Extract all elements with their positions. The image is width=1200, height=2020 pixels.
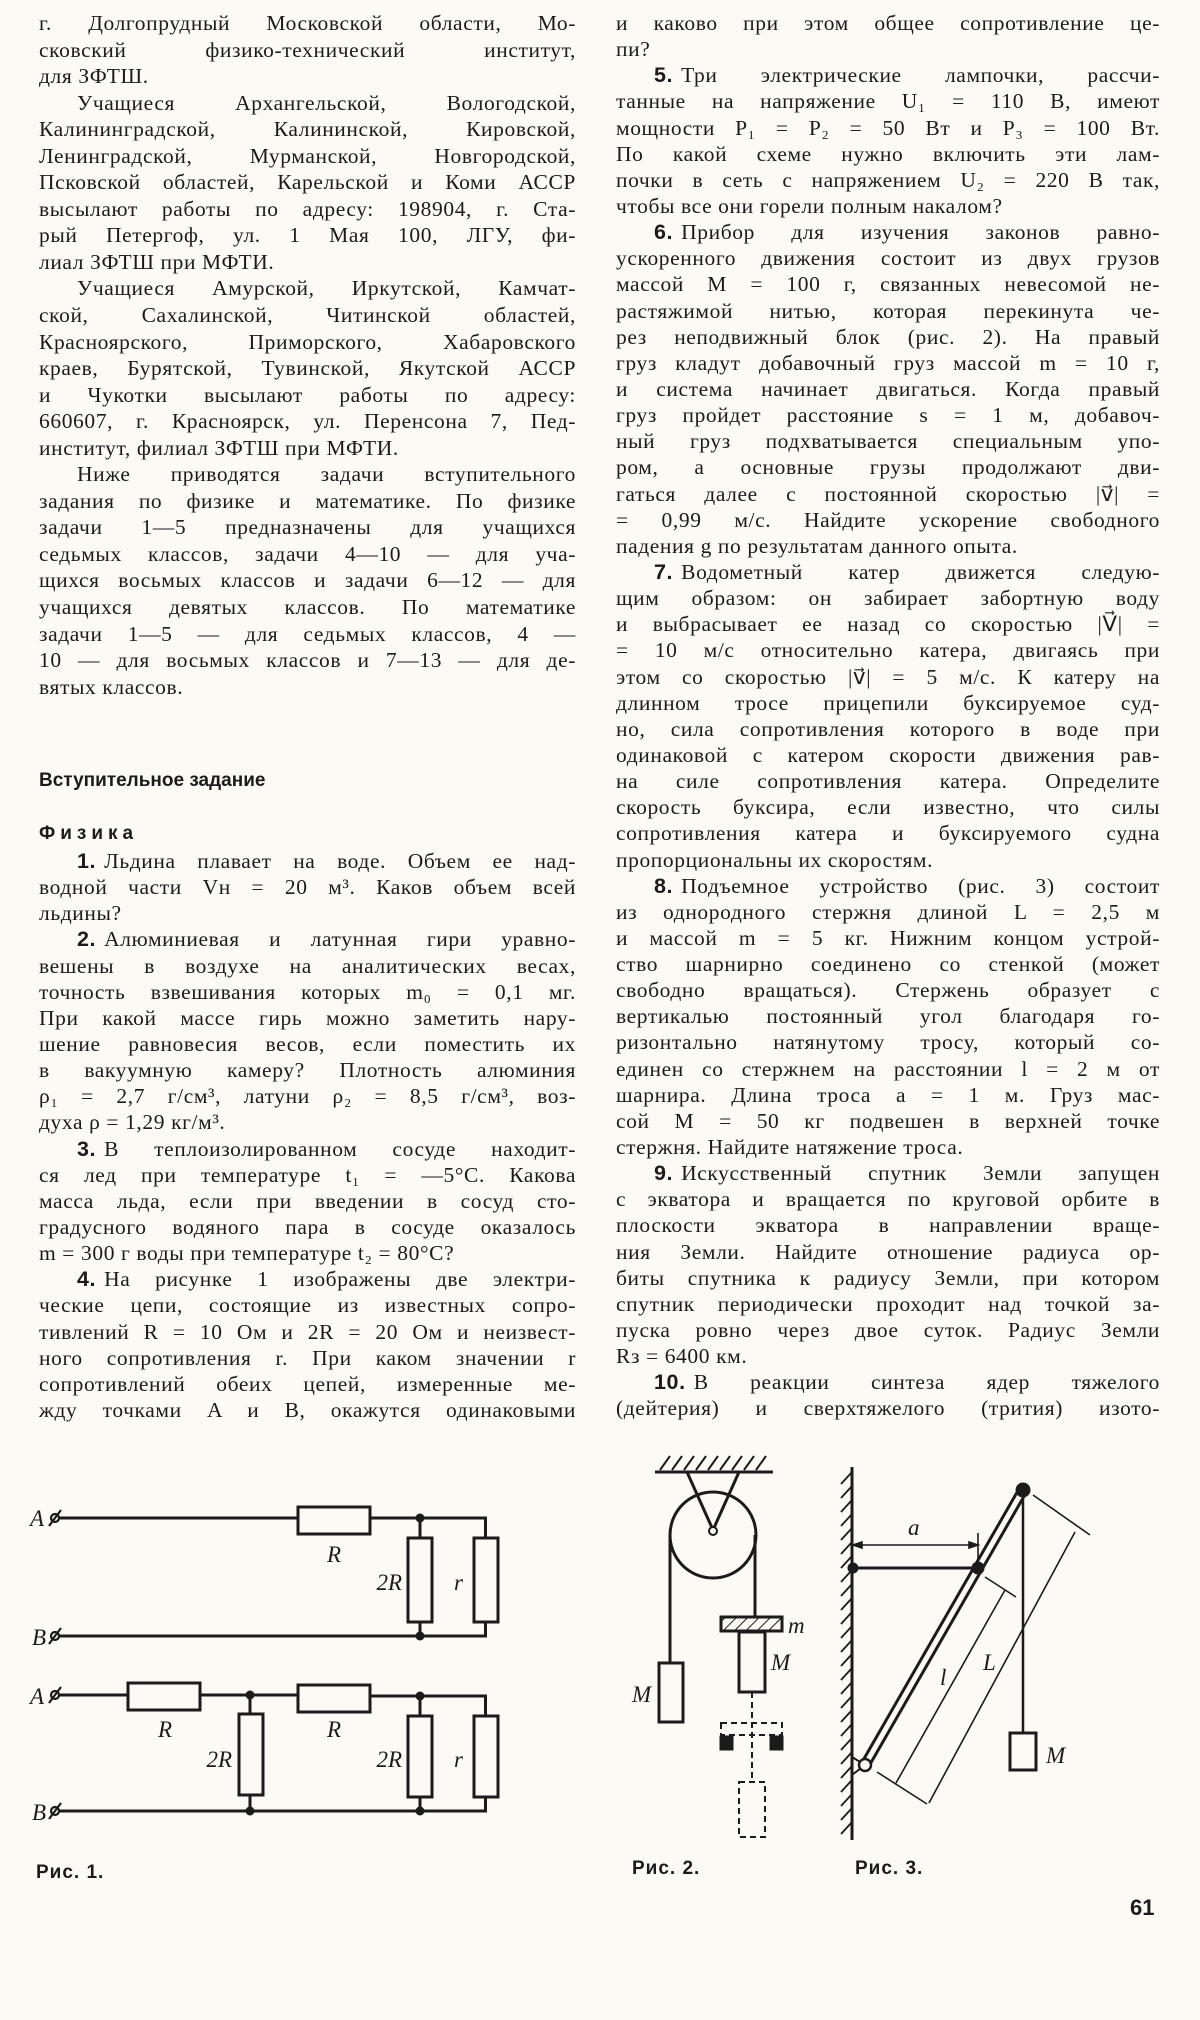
line-text: ром, а основные грузы продолжают дви- [616, 455, 1160, 480]
line-text: единен со стержнем на расстоянии l = 2 м от [616, 1056, 1160, 1081]
line-text: сковский физико-технический институт, [39, 37, 576, 62]
line-text: масса льда, если при введении в сосуд сто- [39, 1188, 576, 1213]
mass-small-label: m [788, 1613, 805, 1638]
line-text: задачи 1—5 предназначены для учащихся [39, 515, 576, 540]
terminal-b-label: B [32, 1625, 47, 1650]
line-text: и Чукотки высылают работы по адресу: [39, 382, 576, 407]
r-label: R [158, 1717, 173, 1742]
line-text: Подъемное устройство (рис. 3) состоит [681, 873, 1160, 898]
problem-number: 10. [654, 1370, 686, 1395]
subject-heading: Физика [39, 823, 139, 844]
resistor-2r [408, 1538, 432, 1622]
line-text: ного сопротивления r. При каком значении r [39, 1345, 576, 1370]
line-text: пропорциональны их скоростям. [616, 847, 934, 872]
line-text: (дейтерия) и сверхтяжелого (трития) изото- [616, 1396, 1160, 1421]
line-text: ческие цепи, состоящие из известных сопро- [39, 1293, 576, 1318]
line-text: градусного водяного пара в сосуде оказалось [39, 1214, 576, 1239]
figure-3-caption: Рис. 3. [855, 1858, 924, 1879]
line-text: точность взвешивания которых m₀ = 0,1 мг. [39, 979, 576, 1004]
2r-label: 2R [206, 1747, 232, 1772]
line-text: Rз = 6400 км. [616, 1344, 748, 1369]
line-text: льдины? [39, 901, 122, 926]
problem-number: 6. [654, 220, 674, 245]
line-text: лиал ЗФТШ при МФТИ. [39, 249, 275, 274]
figure-1-circuits [49, 1507, 498, 1819]
line-text: скорость буксира, если известно, что силы [616, 795, 1160, 820]
line-text: гаться далее с постоянной скоростью |v⃗| = [616, 481, 1160, 506]
figure-2-pulley [655, 1456, 782, 1837]
line-text: Ленинградской, Мурманской, Новгородской, [39, 143, 576, 168]
resistor-r1 [128, 1683, 200, 1710]
line-text: стержня. Найдите натяжение троса. [616, 1135, 964, 1160]
line-text: = 10 м/с относительно катера, двигаясь при [616, 638, 1160, 663]
a-label: a [908, 1515, 920, 1540]
line-text: шение равновесия весов, если поместить их [39, 1031, 576, 1056]
line-text: щим образом: он забирает забортную воду [616, 586, 1160, 611]
line-text: учащихся девятых классов. По математике [39, 595, 576, 620]
line-text: одинаковой с катером скорости движения рав- [616, 742, 1160, 767]
mass-big-label: M [632, 1682, 652, 1707]
line-text: и система начинает двигаться. Когда правый [616, 376, 1160, 401]
line-text: 10 — для восьмых классов и 7—13 — для де- [39, 648, 576, 673]
problem-number: 4. [77, 1267, 97, 1292]
line-text: груз пройдет расстояние s = 1 м, добавоч- [616, 403, 1160, 428]
line-text: Льдина плавает на воде. Объем ее над- [104, 849, 576, 873]
line-text: духа ρ = 1,29 кг/м³. [39, 1110, 226, 1135]
line-text: вертикалью постоянный угол благодаря го- [616, 1004, 1160, 1029]
line-text: почки в сеть с напряжением U₂ = 220 В так, [616, 167, 1160, 192]
line-text: шарнира. Длина троса a = 1 м. Груз мас- [616, 1082, 1160, 1107]
line-text: растяжимой нитью, которая перекинута че- [616, 298, 1160, 323]
line-text: рез неподвижный блок (рис. 2). На правый [616, 324, 1160, 349]
l-label: l [940, 1665, 947, 1690]
line-text: плоскости экватора в направлении враще- [616, 1213, 1160, 1238]
line-text: задачи 1—5 — для седьмых классов, 4 — [39, 621, 576, 646]
line-text: ризонтально натянутому тросу, который со- [616, 1030, 1160, 1055]
line-text: В реакции синтеза ядер тяжелого [693, 1370, 1160, 1395]
line-text: с экватора и вращается по круговой орбите в [616, 1187, 1160, 1212]
problem-number: 3. [77, 1136, 97, 1161]
line-text: ся лед при температуре t₁ = —5°С. Какова [39, 1162, 576, 1187]
line-text: По какой схеме нужно включить эти лам- [616, 141, 1160, 166]
line-text: тивлений R = 10 Ом и 2R = 20 Ом и неизвест- [39, 1319, 576, 1344]
line-text: Ниже приводятся задачи вступительного [77, 462, 576, 487]
line-text: высылают работы по адресу: 198904, г. Ста- [39, 196, 576, 221]
line-text: танные на напряжение U₁ = 110 В, имеют [616, 89, 1160, 114]
line-text: краев, Бурятской, Тувинской, Якутской АССР [39, 356, 576, 381]
resistor-r-small-2 [474, 1716, 498, 1797]
line-text: спутник периодически проходит над точкой за- [616, 1291, 1160, 1316]
problem-number: 7. [654, 559, 674, 584]
line-text: Учащиеся Амурской, Иркутской, Камчат- [77, 276, 576, 301]
line-text: груз кладут добавочный груз массой m = 10 г, [616, 350, 1160, 375]
line-text: ный груз подхватывается специальным упо- [616, 429, 1160, 454]
line-text: ρ₁ = 2,7 г/см³, латуни ρ₂ = 8,5 г/см³, воз- [39, 1084, 576, 1109]
line-text: этом со скоростью |v⃗| = 5 м/с. К катеру на [616, 664, 1160, 689]
line-text: Три электрические лампочки, рассчи- [681, 63, 1160, 88]
line-text: г. Долгопрудный Московской области, Мо- [39, 11, 576, 35]
line-text: ния Земли. Найдите отношение радиуса ор- [616, 1239, 1160, 1264]
problem-number: 5. [654, 63, 674, 88]
line-text: = 0,99 м/с. Найдите ускорение свободного [616, 507, 1160, 532]
mass-big-label: M [771, 1650, 791, 1675]
problem-number: 1. [77, 849, 97, 873]
line-text: 660607, г. Красноярск, ул. Перенсона 7, Пед- [39, 409, 576, 434]
line-text: седьмых классов, задачи 4—10 — для уча- [39, 541, 576, 566]
page-number: 61 [1130, 1895, 1155, 1920]
line-text: ускоренного движения состоит из двух грузов [616, 246, 1160, 271]
line-text: вятых классов. [39, 674, 184, 699]
line-text: мощности P₁ = P₂ = 50 Вт и P₃ = 100 Вт. [616, 115, 1160, 140]
line-text: и массой m = 5 кг. Нижним концом устрой- [616, 925, 1160, 950]
problem-number: 8. [654, 873, 674, 898]
resistor-2r-1 [239, 1714, 263, 1795]
line-text: Псковской областей, Карельской и Коми АССР [39, 170, 576, 195]
section-title: Вступительное задание [39, 770, 266, 791]
line-text: ство шарнирно соединено со стенкой (может [616, 952, 1160, 977]
line-text: Прибор для изучения законов равно- [681, 220, 1160, 245]
line-text: сопротивления катера и буксируемого судна [616, 821, 1160, 846]
terminal-a-label: A [30, 1684, 45, 1709]
line-text: и каково при этом общее сопротивление це- [616, 11, 1160, 35]
line-text: задания по физике и математике. По физике [39, 488, 576, 513]
resistor-r [298, 1507, 370, 1534]
line-text: пуска ровно через двое суток. Радиус Земли [616, 1318, 1160, 1343]
resistor-r2 [298, 1685, 370, 1712]
resistor-r-small [474, 1538, 498, 1622]
r-label: R [327, 1717, 342, 1742]
small-r-label: r [454, 1570, 463, 1595]
line-text: сопротивлений обеих цепей, измеренные ме- [39, 1371, 576, 1396]
line-text: сой M = 50 кг подвешен в верхней точке [616, 1108, 1160, 1133]
line-text: длинном тросе прицепили буксируемое суд- [616, 690, 1160, 715]
line-text: Водометный катер движется следую- [681, 559, 1160, 584]
line-text: Калининградской, Калининской, Кировской, [39, 117, 576, 142]
big-l-label: L [983, 1650, 996, 1675]
small-r-label: r [454, 1747, 463, 1772]
line-text: На рисунке 1 изображены две электри- [104, 1267, 576, 1292]
line-text: При какой массе гирь можно заметить нару- [39, 1005, 576, 1030]
line-text: институт, филиал ЗФТШ при МФТИ. [39, 435, 399, 460]
line-text: падения g по результатам данного опыта. [616, 533, 1018, 558]
figure-2-caption: Рис. 2. [632, 1858, 701, 1879]
line-text: свободно вращаться). Стержень образует с [616, 978, 1160, 1003]
line-text: Алюминиевая и латунная гири уравно- [104, 927, 576, 952]
line-text: но, сила сопротивления которого в воде при [616, 716, 1160, 741]
line-text: жду точками A и B, окажутся одинаковыми [39, 1397, 576, 1422]
line-text: и выбрасывает ее назад со скоростью |V⃗| = [616, 612, 1160, 637]
line-text: Учащиеся Архангельской, Вологодской, [77, 90, 576, 115]
r-label: R [327, 1542, 342, 1567]
line-text: водной части Vн = 20 м³. Каков объем всей [39, 875, 576, 900]
line-text: на силе сопротивления катера. Определите [616, 769, 1160, 794]
terminal-b-label: B [32, 1800, 47, 1825]
line-text: чтобы все они горели полным накалом? [616, 193, 1003, 218]
terminal-a-label: A [30, 1506, 45, 1531]
line-text: массой M = 100 г, связанных невесомой не- [616, 272, 1160, 297]
2r-label: 2R [376, 1747, 402, 1772]
line-text: из однородного стержня длиной L = 2,5 м [616, 899, 1160, 924]
line-text: ской, Сахалинской, Читинской областей, [39, 303, 576, 328]
line-text: Красноярского, Приморского, Хабаровского [39, 329, 576, 354]
problem-number: 9. [654, 1161, 674, 1186]
line-text: Искусственный спутник Земли запущен [681, 1161, 1160, 1186]
line-text: вешены в воздухе на аналитических весах, [39, 953, 576, 978]
line-text: биты спутника к радиусу Земли, при котором [616, 1265, 1160, 1290]
mass-label: M [1046, 1743, 1066, 1768]
line-text: В теплоизолированном сосуде находит- [104, 1136, 576, 1161]
figure-3-lifting-device [841, 1467, 1090, 1840]
line-text: в вакуумную камеру? Плотность алюминия [39, 1058, 576, 1083]
resistor-2r-2 [408, 1716, 432, 1797]
problem-number: 2. [77, 927, 97, 952]
line-text: для ЗФТШ. [39, 64, 149, 89]
line-text: щихся восьмых классов и задачи 6—12 — для [39, 568, 576, 593]
2r-label: 2R [376, 1570, 402, 1595]
line-text: m = 300 г воды при температуре t₂ = 80°С? [39, 1241, 455, 1266]
line-text: рый Петергоф, ул. 1 Мая 100, ЛГУ, фи- [39, 223, 576, 248]
figure-1-caption: Рис. 1. [36, 1862, 105, 1883]
line-text: пи? [616, 37, 651, 62]
